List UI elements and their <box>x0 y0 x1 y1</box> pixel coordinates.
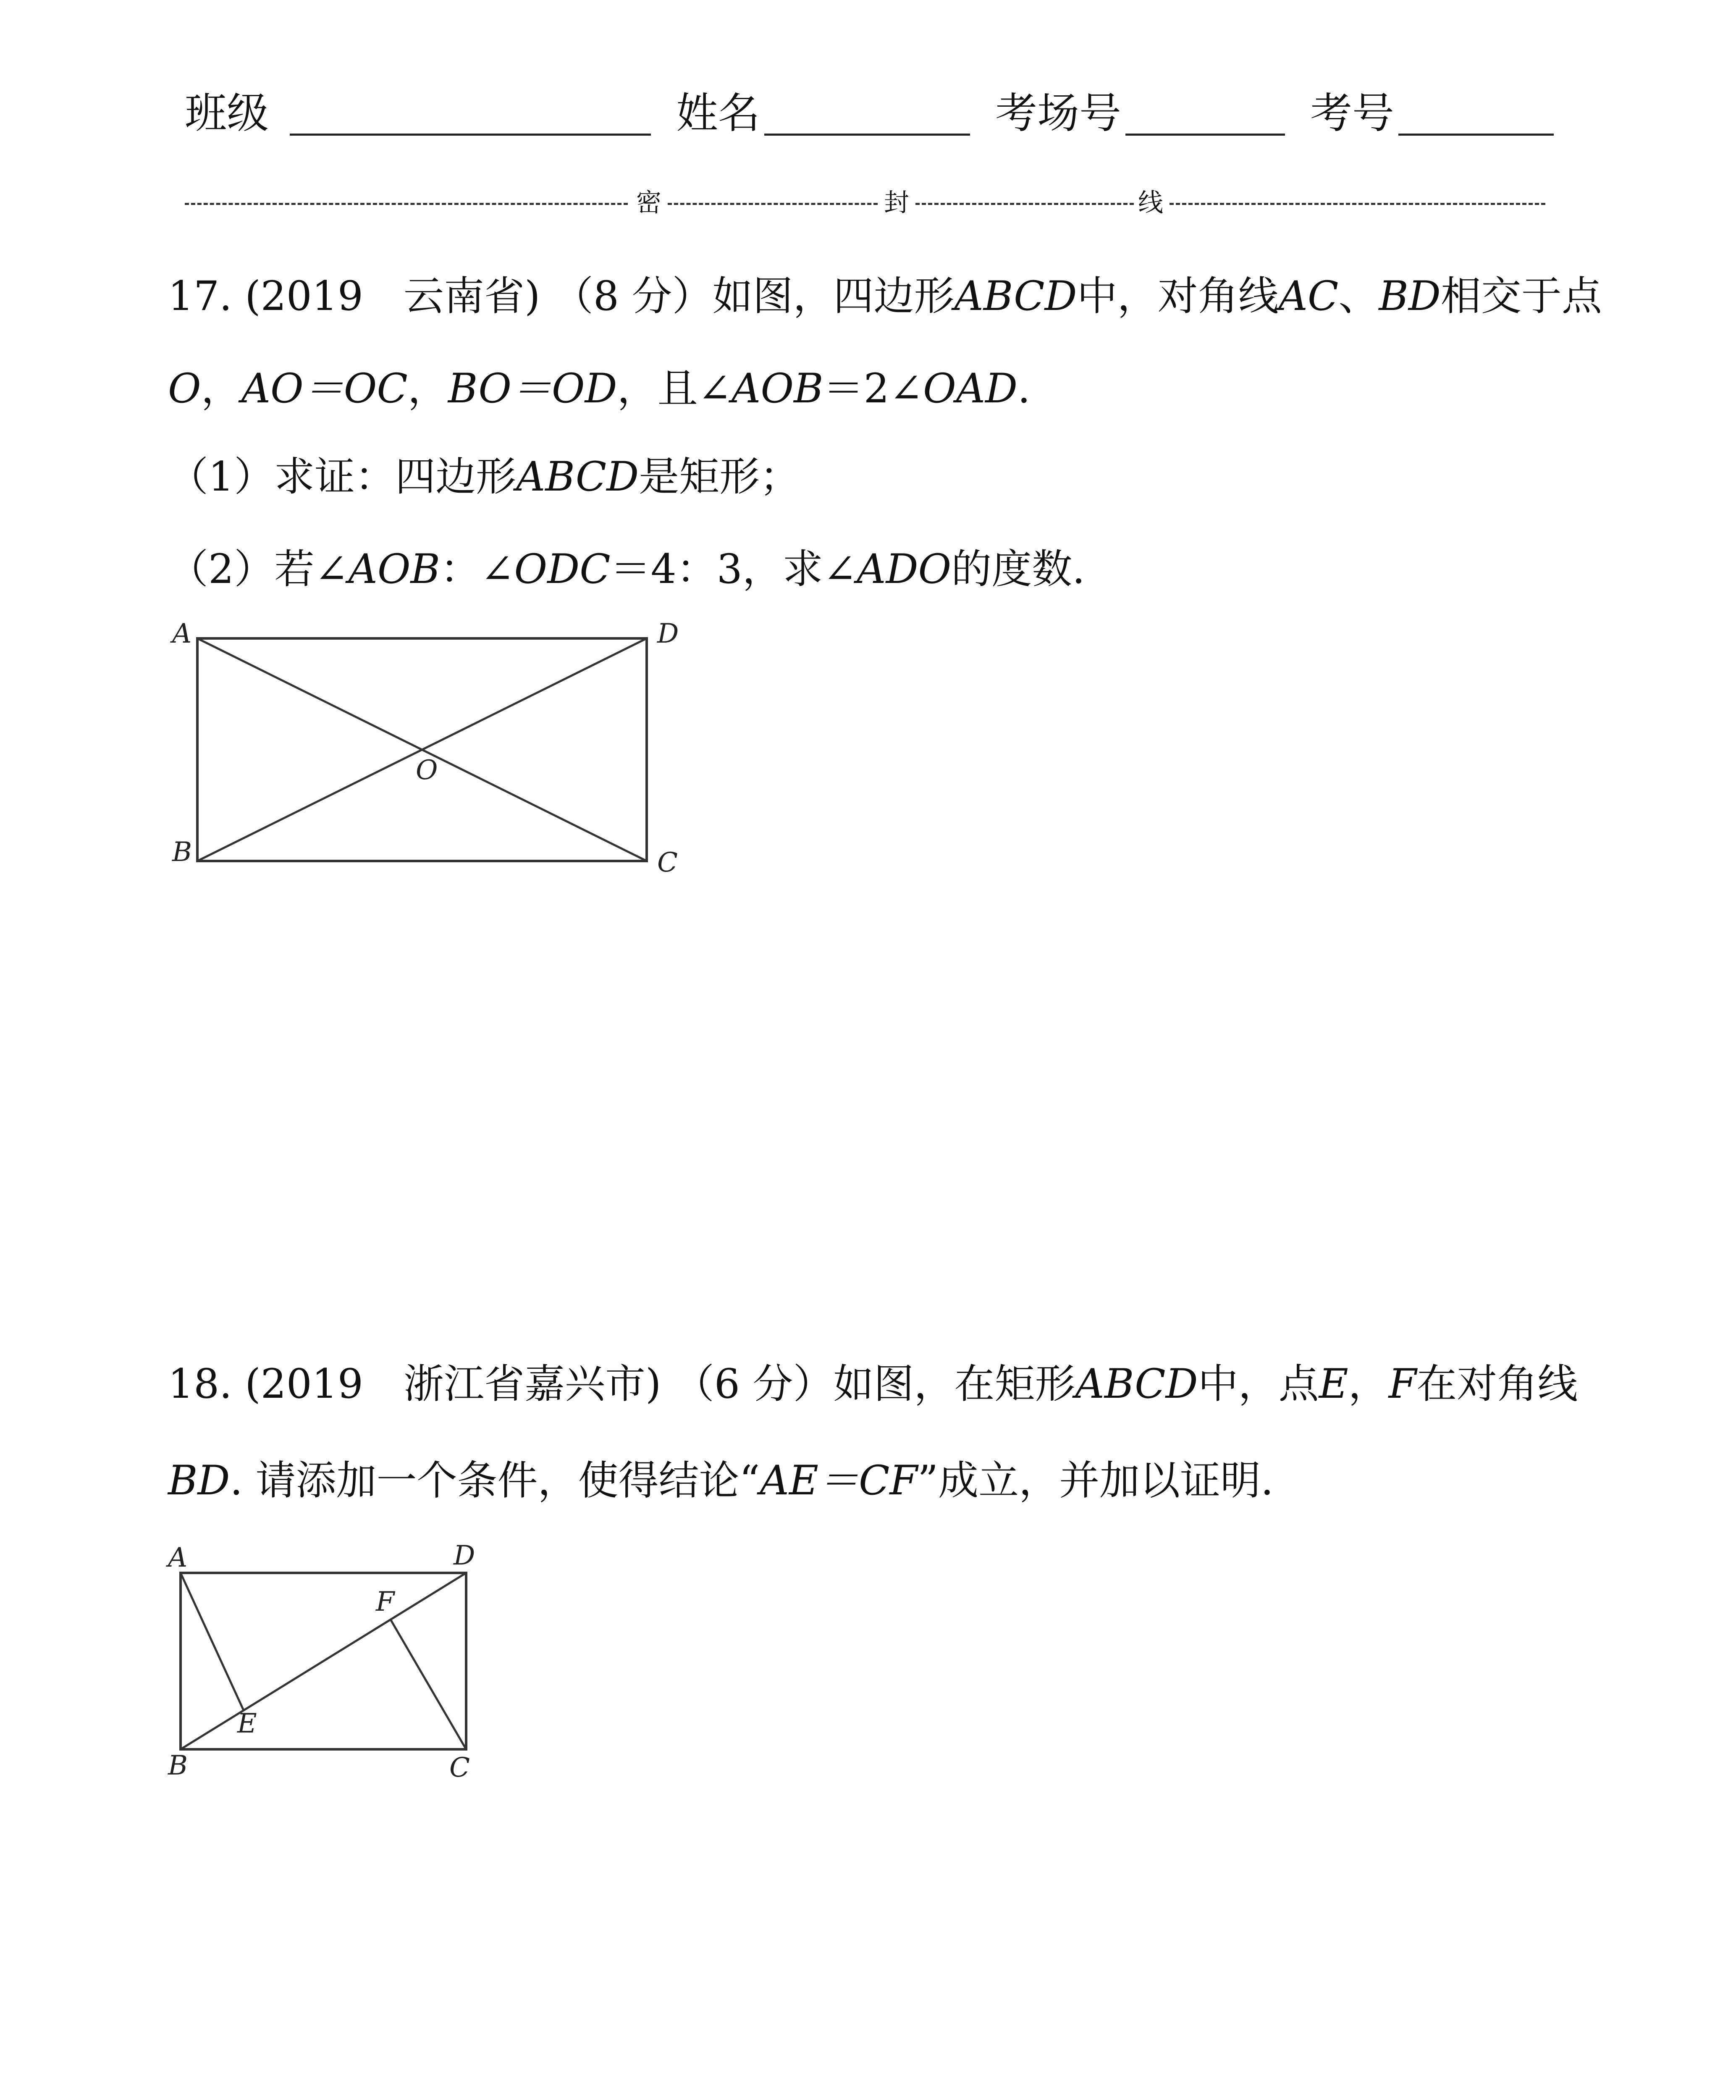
q18-figure <box>160 1529 504 1781</box>
q17-label-c: C <box>657 847 678 878</box>
seal-dash <box>915 203 1134 205</box>
q18-points: （6 分） <box>674 1360 834 1407</box>
q18-e: E <box>1319 1360 1348 1407</box>
q18-text: 如图，在矩形 <box>833 1360 1075 1407</box>
q17-text: ＝2∠ <box>823 365 923 412</box>
class-label: 班级 <box>185 89 269 138</box>
q17-label-a: A <box>172 618 192 649</box>
q17-comma: ， <box>407 365 448 412</box>
q18-text: 在对角线 <box>1416 1360 1578 1407</box>
q18-label-b: B <box>168 1750 188 1781</box>
q18-text: ”成立，并加以证明. <box>918 1457 1274 1504</box>
q17-abcd: ABCD <box>954 273 1077 320</box>
q17-eq1: AO＝OC <box>241 365 408 412</box>
q17-aob: AOB <box>732 365 823 412</box>
q17-label-o: O <box>416 755 438 786</box>
q17-text: 如图，四边形 <box>712 273 955 320</box>
q17-part2-text: ：∠ <box>440 546 514 593</box>
q18-label-a: A <box>168 1542 188 1573</box>
seal-dash <box>185 203 628 205</box>
q17-part1-abcd: ABCD <box>516 453 639 500</box>
exam-number-blank <box>1398 134 1554 136</box>
q17-ac: AC <box>1278 273 1339 320</box>
class-blank <box>290 134 651 136</box>
q17-part2-ado: ADO <box>857 546 952 593</box>
seal-dash <box>668 203 878 205</box>
q17-text: 中，对角线 <box>1077 273 1279 320</box>
q18-abcd: ABCD <box>1075 1360 1198 1407</box>
q17-eq2: BO＝OD <box>448 365 617 412</box>
q17-text: 相交于点 <box>1440 273 1602 320</box>
q17-label-d: D <box>657 618 679 649</box>
exam-room-blank <box>1125 134 1285 136</box>
seal-line <box>185 184 1545 222</box>
q18-label-c: C <box>449 1752 470 1781</box>
q17-comma: ， <box>201 365 241 412</box>
q18-bd: BD <box>168 1457 230 1504</box>
q18-comma: ， <box>1348 1360 1389 1407</box>
q17-points: （8 分） <box>553 273 713 320</box>
q17-oad: OAD <box>923 365 1018 412</box>
q18-f: F <box>1388 1360 1417 1407</box>
q17-part1-text: （1）求证：四边形 <box>168 453 517 500</box>
q17-figure <box>160 609 705 895</box>
seal-char-mi: 密 <box>636 188 661 218</box>
q17-part2-text: 的度数. <box>951 546 1085 593</box>
q18-label-d: D <box>454 1540 475 1571</box>
q18-text: . 请添加一个条件，使得结论“ <box>230 1457 760 1504</box>
q18-label-f: F <box>376 1586 395 1617</box>
exam-room-label: 考场号 <box>995 89 1121 138</box>
q18-text: 中，点 <box>1198 1360 1319 1407</box>
seal-dash <box>1170 203 1545 205</box>
q18-segment-cf <box>391 1620 466 1749</box>
q17-source: (2019 云南省) <box>245 273 540 320</box>
q17-part2 <box>168 542 1085 596</box>
seal-char-feng: 封 <box>884 188 909 218</box>
q17-line1 <box>168 269 1602 323</box>
q17-number: 17. <box>168 273 232 320</box>
q17-text: ，且∠ <box>617 365 732 412</box>
q17-part2-aob: AOB <box>348 546 441 593</box>
q18-line2 <box>168 1453 1274 1508</box>
q17-o: O <box>168 365 201 412</box>
q17-bd: BD <box>1379 273 1441 320</box>
q18-diagonal-bd <box>181 1573 466 1749</box>
q18-line1 <box>168 1357 1578 1411</box>
q17-label-b: B <box>172 837 192 868</box>
q17-part1-text: 是矩形； <box>639 453 800 500</box>
q18-source: (2019 浙江省嘉兴市) <box>245 1360 661 1407</box>
q17-line2 <box>168 361 1031 416</box>
seal-char-xian: 线 <box>1138 188 1163 218</box>
q18-number: 18. <box>168 1360 232 1407</box>
q18-label-e: E <box>237 1708 257 1739</box>
q17-part2-text: ＝4：3，求∠ <box>610 546 857 593</box>
exam-number-label: 考号 <box>1310 89 1394 138</box>
name-label: 姓名 <box>676 89 760 138</box>
q17-part2-odc: ODC <box>514 546 611 593</box>
q17-sep: 、 <box>1338 273 1379 320</box>
name-blank <box>764 134 970 136</box>
q17-part1 <box>168 449 800 504</box>
student-info-header <box>185 84 1554 143</box>
q17-part2-text: （2）若∠ <box>168 546 349 593</box>
q18-segment-ae <box>181 1573 244 1710</box>
q17-period: . <box>1017 365 1031 412</box>
q18-conclusion: AE＝CF <box>760 1457 918 1504</box>
